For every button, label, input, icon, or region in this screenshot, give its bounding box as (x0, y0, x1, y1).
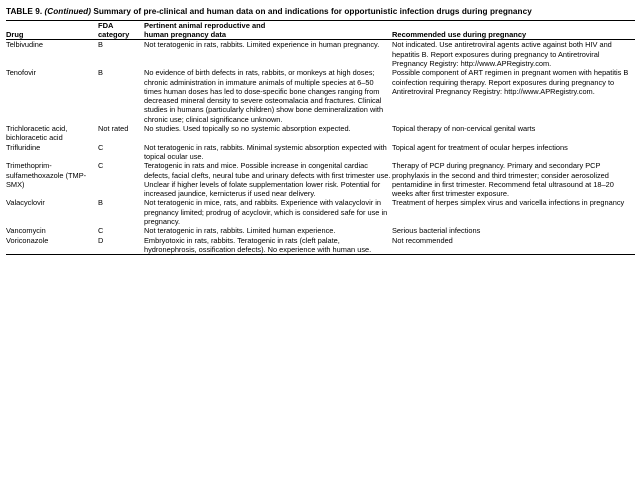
column-header-fda-line1: FDA (98, 21, 114, 30)
cell-drug: Vancomycin (6, 226, 46, 236)
table-title-text: Summary of pre-clinical and human data on and indications for opportunistic infection drugs during pregnancy (93, 7, 532, 16)
cell-drug: Valacyclovir (6, 198, 45, 208)
cell-animal-human-data: Embryotoxic in rats, rabbits. Teratogenic in rats (cleft palate, hydronephrosis, ossification defects). No experience with human use. (144, 235, 372, 254)
cell-animal-human-data: Not teratogenic in rats, rabbits. Minimal systemic absorption expected with topical ocular use. (144, 142, 387, 161)
column-header-data-line1: Pertinent animal reproductive and (144, 21, 266, 30)
table-body (6, 40, 635, 255)
cell-recommendation: Serious bacterial infections (392, 226, 481, 236)
cell-drug: Trichloracetic acid, bichloracetic acid (6, 124, 68, 143)
cell-drug: Tenofovir (6, 68, 36, 78)
cell-recommendation: Not indicated. Use antiretroviral agents active against both HIV and hepatitis B. Report exposures during pregnancy to Antiretroviral Pregnancy Registry: http://www.APRegistry.com. (392, 40, 612, 68)
cell-fda-category: Not rated (98, 124, 129, 134)
table-header (6, 21, 635, 40)
cell-fda-category: C (98, 142, 104, 152)
cell-animal-human-data: Not teratogenic in mice, rats, and rabbits. Experience with valacyclovir in pregnancy limited; prodrug of acyclovir, which is considered safe for use in pregnancy. (144, 198, 388, 227)
cell-recommendation: Not recommended (392, 235, 453, 245)
cell-animal-human-data: Not teratogenic in rats, rabbits. Limited experience in human pregnancy. (144, 40, 380, 50)
cell-drug: Telbivudine (6, 40, 43, 50)
table-row (6, 226, 635, 235)
cell-animal-human-data: No studies. Used topically so no systemic absorption expected. (144, 124, 351, 134)
table-row (6, 143, 635, 162)
column-header-recommended-use (392, 21, 635, 40)
cell-drug: Trimethoprim-sulfamethoxazole (TMP-SMX) (6, 161, 87, 189)
column-header-data-line2: human pregnancy data (144, 30, 227, 40)
column-header-drug-line2: Drug (6, 30, 24, 40)
cell-drug: Voriconazole (6, 235, 49, 245)
cell-recommendation: Possible component of ART regimen in pregnant women with hepatitis B coinfection requiring therapy. Report exposures during pregnancy to Antiretroviral Pregnancy Registry: http://www.APRegistry.com. (392, 68, 629, 96)
table-number: TABLE 9. (6, 7, 43, 16)
cell-fda-category: B (98, 40, 103, 50)
cell-animal-human-data: Teratogenic in rats and mice. Possible increase in congenital cardiac defects, facial clefts, neural tube and urinary defects with first trimester use. Unclear if higher levels of folate supplementation lower risk. Potential for increased jaundice, kernicterus if used near delivery. (144, 161, 391, 199)
column-header-animal-human-data (144, 21, 392, 40)
column-header-fda-line2: category (98, 30, 130, 40)
table-row (6, 161, 635, 198)
cell-animal-human-data: No evidence of birth defects in rats, rabbits, or monkeys at high doses; chronic administration in immature animals of multiple species at 6–50 times human doses has led to dose-specific bone changes ranging from decreased mineral density to severe osteomalacia and fractures. Clinical studies in humans (particularly children) show bone demineralization with chronic use; clinical significance unknown. (144, 68, 384, 124)
cell-fda-category: C (98, 161, 104, 171)
cell-recommendation: Treatment of herpes simplex virus and varicella infections in pregnancy (392, 198, 625, 208)
table-row (6, 198, 635, 226)
column-header-rec-line2: Recommended use during pregnancy (392, 30, 527, 40)
column-header-rec-line1 (392, 21, 635, 30)
column-header-drug-line1 (6, 21, 98, 30)
cell-recommendation: Therapy of PCP during pregnancy. Primary and secondary PCP prophylaxis in the second and third trimester; consider aerosolized pentamidine in first trimester. Recommend fetal ultrasound at 18–20 weeks after first trimester exposure. (392, 161, 614, 199)
cell-fda-category: B (98, 68, 103, 78)
table-row (6, 40, 635, 68)
cell-animal-human-data: Not teratogenic in rats, rabbits. Limited human experience. (144, 226, 336, 236)
drug-pregnancy-table (6, 20, 635, 255)
cell-recommendation: Topical therapy of non-cervical genital warts (392, 124, 536, 134)
table-row (6, 124, 635, 143)
table-row (6, 68, 635, 124)
cell-fda-category: B (98, 198, 103, 208)
column-header-drug (6, 21, 98, 40)
cell-fda-category: D (98, 235, 104, 245)
column-header-fda-category (98, 21, 144, 40)
table-header-row (6, 21, 635, 40)
cell-drug: Trifluridine (6, 142, 41, 152)
cell-recommendation: Topical agent for treatment of ocular herpes infections (392, 142, 568, 152)
table-caption (6, 6, 635, 17)
cell-fda-category: C (98, 226, 104, 236)
table-continued-marker: (Continued) (44, 7, 91, 16)
table-row (6, 236, 635, 255)
